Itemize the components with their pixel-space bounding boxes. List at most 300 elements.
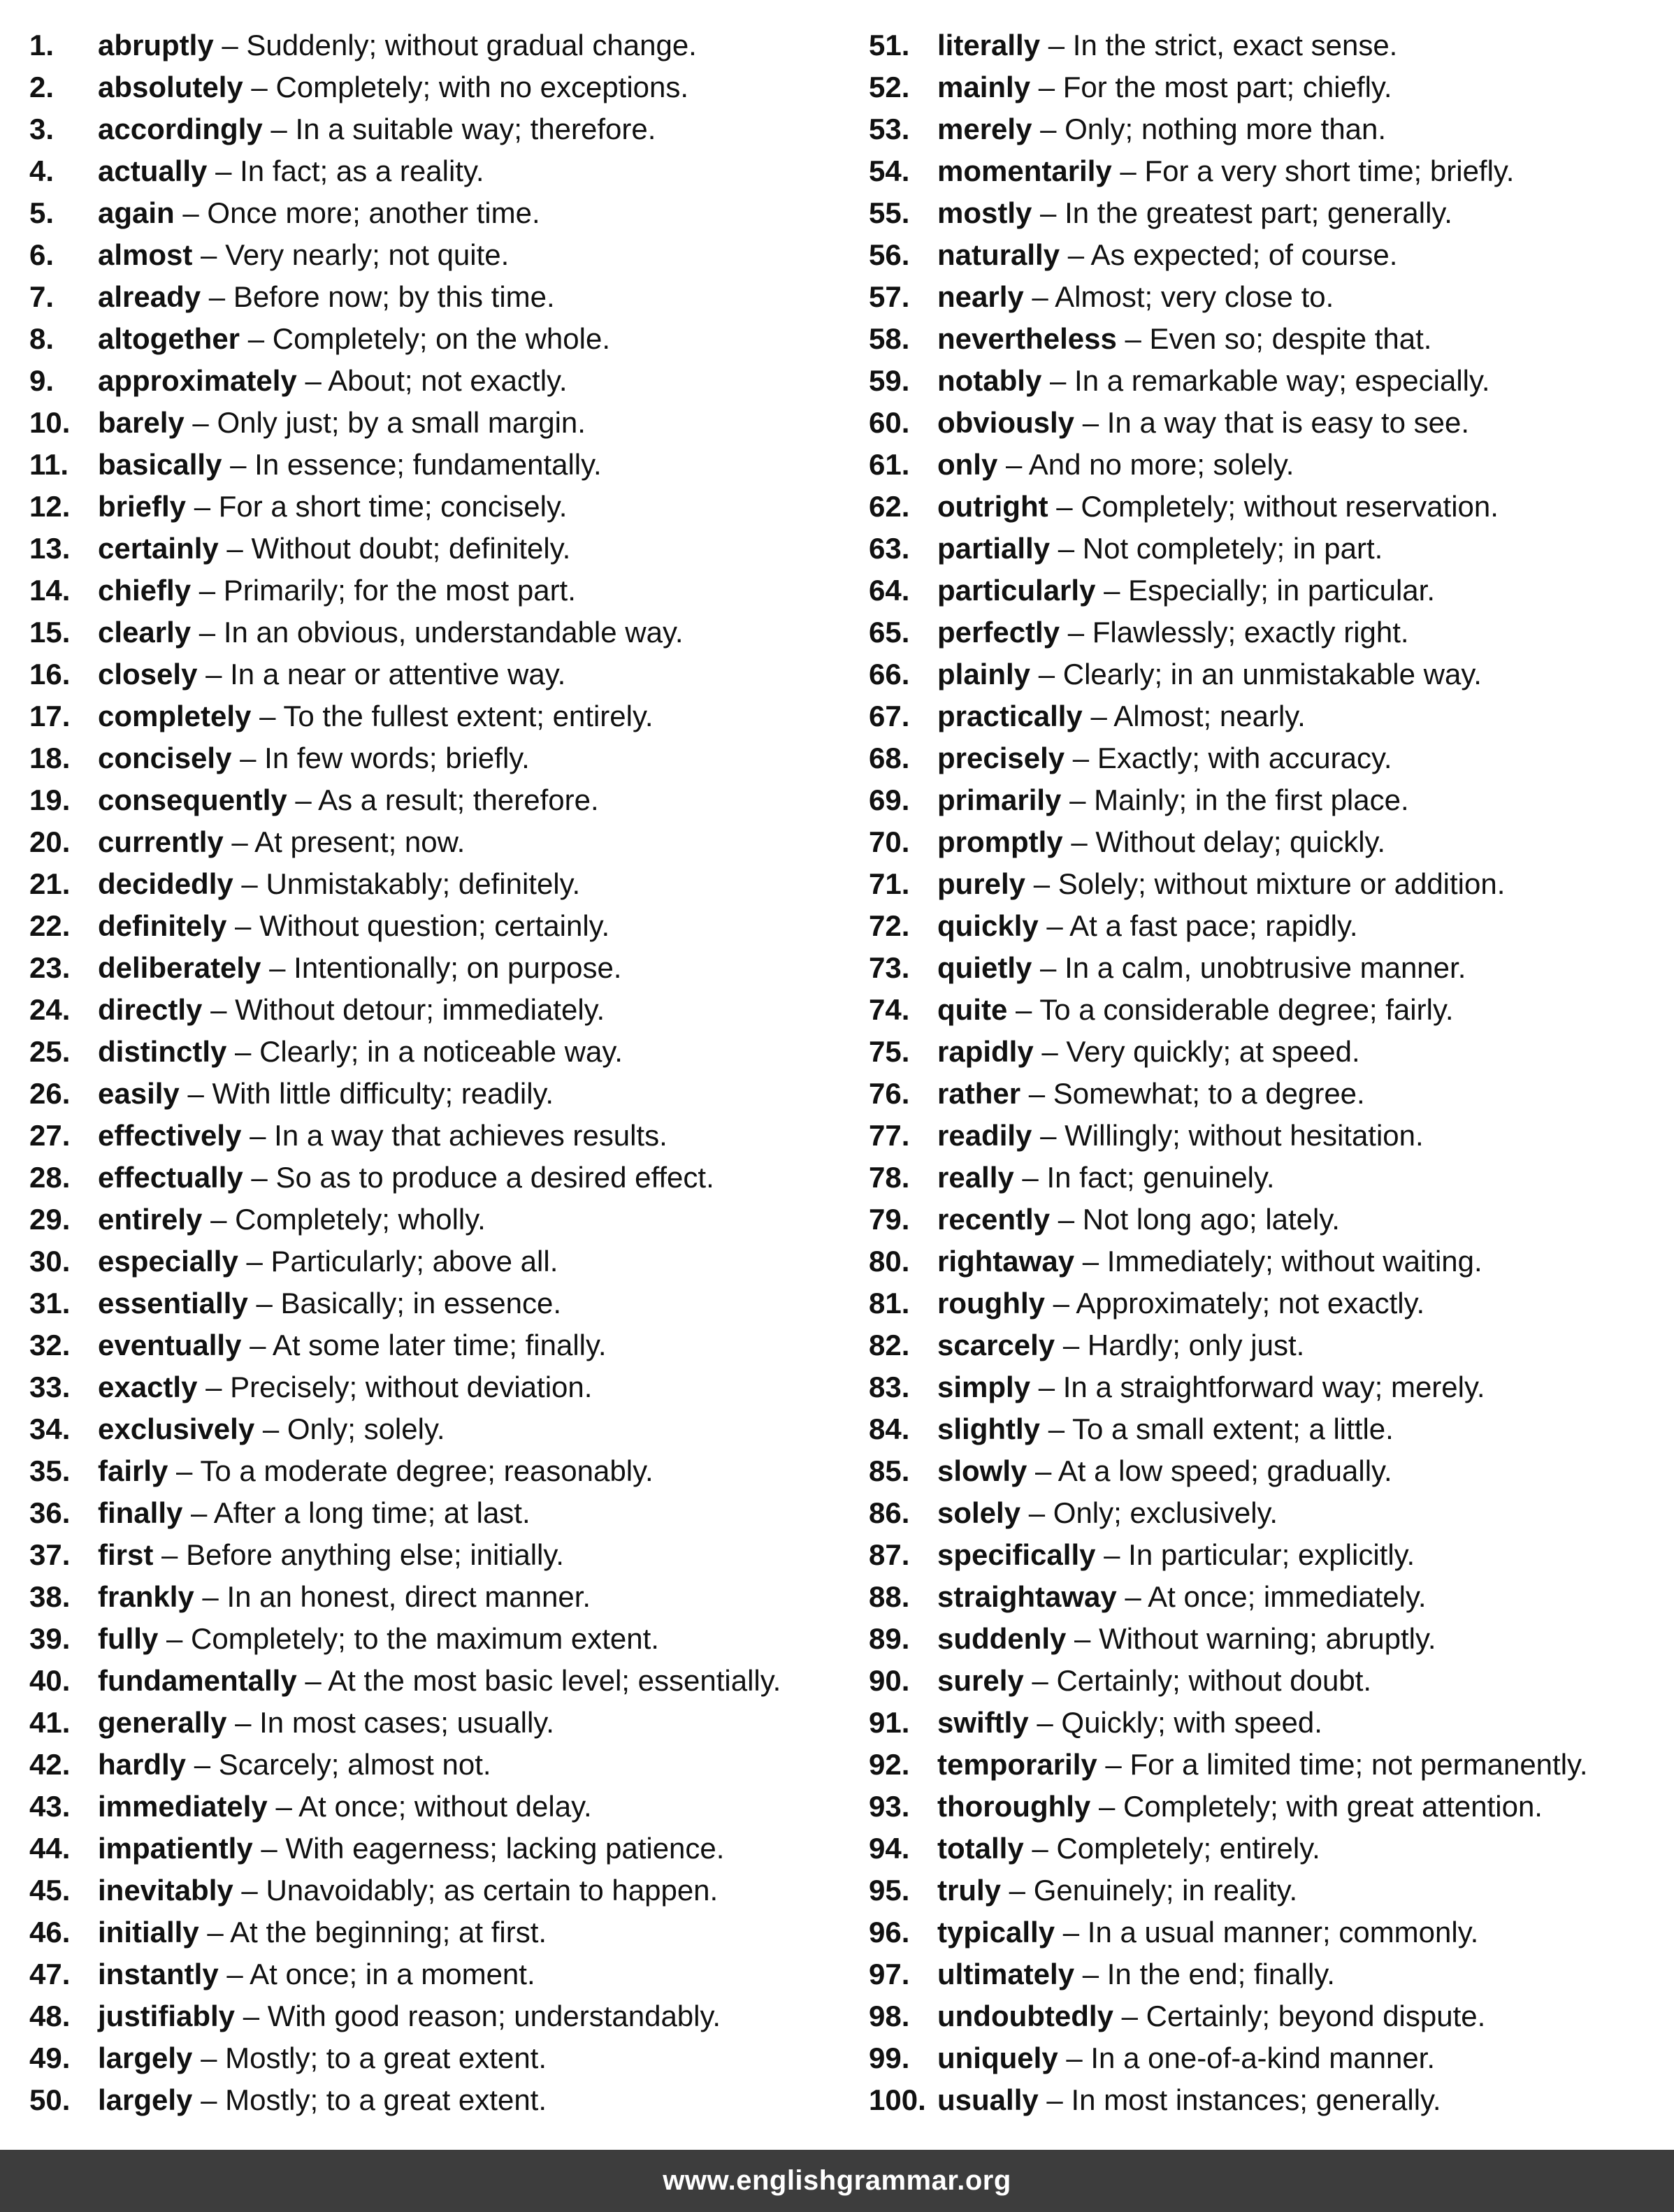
adverb-word: exclusively bbox=[98, 1412, 255, 1445]
list-item bbox=[869, 70, 1674, 112]
dash-separator: – bbox=[194, 1580, 227, 1613]
dash-separator: – bbox=[261, 951, 294, 984]
item-text bbox=[98, 1202, 486, 1237]
dash-separator: – bbox=[201, 280, 233, 313]
dash-separator: – bbox=[1045, 1287, 1076, 1320]
list-item bbox=[869, 1496, 1674, 1538]
dash-separator: – bbox=[296, 364, 329, 397]
item-number: 46. bbox=[29, 1916, 71, 1949]
dash-separator: – bbox=[1023, 1664, 1057, 1697]
adverb-definition: So as to produce a desired effect. bbox=[275, 1161, 714, 1194]
item-number: 97. bbox=[869, 1958, 910, 1990]
item-number: 47. bbox=[29, 1958, 71, 1990]
list-item bbox=[29, 1370, 861, 1412]
adverb-word: temporarily bbox=[937, 1748, 1097, 1781]
adverb-definition: To a moderate degree; reasonably. bbox=[200, 1454, 654, 1487]
adverb-definition: In the end; finally. bbox=[1106, 1958, 1335, 1990]
item-text bbox=[98, 783, 599, 818]
item-text bbox=[98, 1454, 654, 1489]
item-number: 75. bbox=[869, 1035, 910, 1068]
adverb-word: solely bbox=[937, 1496, 1021, 1529]
item-text bbox=[937, 1831, 1320, 1866]
item-text bbox=[98, 699, 654, 734]
item-text bbox=[937, 1370, 1485, 1405]
list-item bbox=[29, 741, 861, 783]
item-text bbox=[98, 1412, 445, 1447]
adverb-definition: Before anything else; initially. bbox=[186, 1538, 564, 1571]
adverb-word: rightaway bbox=[937, 1245, 1075, 1278]
item-number: 6. bbox=[29, 238, 55, 271]
adverb-word: obviously bbox=[937, 406, 1075, 439]
item-text bbox=[98, 1118, 668, 1153]
dash-separator: – bbox=[1095, 574, 1129, 607]
adverb-definition: In a way that is easy to see. bbox=[1106, 406, 1470, 439]
list-item bbox=[869, 28, 1674, 70]
adverb-definition: In few words; briefly. bbox=[264, 742, 530, 774]
item-number: 9. bbox=[29, 364, 55, 397]
item-number: 70. bbox=[869, 825, 910, 858]
list-item bbox=[29, 615, 861, 657]
adverb-definition: In particular; explicitly. bbox=[1128, 1538, 1415, 1571]
adverb-definition: In a calm, unobtrusive manner. bbox=[1065, 951, 1466, 984]
list-item bbox=[29, 363, 861, 405]
dash-separator: – bbox=[1027, 1454, 1058, 1487]
adverb-definition: To a considerable degree; fairly. bbox=[1039, 993, 1454, 1026]
adverb-word: definitely bbox=[98, 909, 227, 942]
adverb-word: specifically bbox=[937, 1538, 1096, 1571]
item-text bbox=[98, 1705, 554, 1740]
left-column bbox=[29, 28, 861, 2125]
item-text bbox=[98, 1747, 491, 1782]
adverb-word: easily bbox=[98, 1077, 180, 1110]
item-number: 52. bbox=[869, 71, 910, 103]
adverb-definition: Completely; to the maximum extent. bbox=[191, 1622, 659, 1655]
item-number: 17. bbox=[29, 700, 71, 732]
item-number: 29. bbox=[29, 1203, 71, 1236]
item-number: 36. bbox=[29, 1496, 71, 1529]
dash-separator: – bbox=[251, 700, 284, 732]
item-number: 61. bbox=[869, 448, 910, 481]
dash-separator: – bbox=[1030, 71, 1063, 103]
adverb-definition: With good reason; understandably. bbox=[267, 2000, 721, 2032]
list-item bbox=[869, 1244, 1674, 1286]
dash-separator: – bbox=[1033, 1035, 1067, 1068]
dash-separator: – bbox=[1041, 364, 1075, 397]
adverb-word: recently bbox=[937, 1203, 1051, 1236]
adverb-definition: Very nearly; not quite. bbox=[225, 238, 510, 271]
dash-separator: – bbox=[1058, 2041, 1091, 2074]
adverb-word: momentarily bbox=[937, 154, 1112, 187]
dash-separator: – bbox=[997, 448, 1029, 481]
adverb-word: quite bbox=[937, 993, 1008, 1026]
adverb-word: briefly bbox=[98, 490, 187, 523]
item-number: 42. bbox=[29, 1748, 71, 1781]
item-text bbox=[937, 1663, 1371, 1698]
adverb-word: rather bbox=[937, 1077, 1021, 1110]
item-text bbox=[937, 1538, 1415, 1573]
dash-separator: – bbox=[1032, 196, 1065, 229]
adverb-definition: Without doubt; definitely. bbox=[251, 532, 571, 565]
item-text bbox=[937, 70, 1392, 105]
dash-separator: – bbox=[247, 1287, 281, 1320]
list-item bbox=[869, 321, 1674, 363]
list-item bbox=[29, 531, 861, 573]
dash-separator: – bbox=[262, 113, 296, 145]
adverb-word: accordingly bbox=[98, 113, 263, 145]
item-text bbox=[937, 699, 1306, 734]
adverb-word: almost bbox=[98, 238, 193, 271]
item-number: 79. bbox=[869, 1203, 910, 1236]
adverb-word: altogether bbox=[98, 322, 240, 355]
adverb-word: merely bbox=[937, 113, 1032, 145]
dash-separator: – bbox=[192, 2041, 226, 2074]
item-text bbox=[937, 196, 1452, 231]
item-text bbox=[98, 70, 688, 105]
dash-separator: – bbox=[1055, 1329, 1088, 1361]
dash-separator: – bbox=[296, 1664, 329, 1697]
item-number: 20. bbox=[29, 825, 71, 858]
item-number: 72. bbox=[869, 909, 910, 942]
adverb-definition: At once; immediately. bbox=[1148, 1580, 1427, 1613]
list-item bbox=[29, 1873, 861, 1915]
list-item bbox=[869, 1286, 1674, 1328]
item-text bbox=[98, 992, 605, 1027]
adverb-definition: In a one-of-a-kind manner. bbox=[1090, 2041, 1436, 2074]
adverb-word: thoroughly bbox=[937, 1790, 1091, 1823]
item-number: 16. bbox=[29, 658, 71, 691]
list-item bbox=[29, 1747, 861, 1789]
adverb-word: partially bbox=[937, 532, 1051, 565]
item-number: 92. bbox=[869, 1748, 910, 1781]
item-number: 91. bbox=[869, 1706, 910, 1739]
item-text bbox=[937, 489, 1499, 524]
adverb-word: immediately bbox=[98, 1790, 268, 1823]
item-text bbox=[98, 1621, 659, 1656]
adverb-word: frankly bbox=[98, 1580, 194, 1613]
list-item bbox=[869, 1202, 1674, 1244]
item-text bbox=[98, 1034, 623, 1069]
adverb-word: only bbox=[937, 448, 998, 481]
item-number: 87. bbox=[869, 1538, 910, 1571]
item-number: 18. bbox=[29, 742, 71, 774]
item-text bbox=[937, 1999, 1485, 2034]
dash-separator: – bbox=[213, 29, 247, 62]
item-text bbox=[937, 867, 1505, 902]
adverb-definition: Primarily; for the most part. bbox=[223, 574, 576, 607]
item-text bbox=[937, 1244, 1482, 1279]
item-text bbox=[98, 489, 567, 524]
adverb-word: closely bbox=[98, 658, 198, 691]
item-text bbox=[98, 1244, 558, 1279]
item-number: 31. bbox=[29, 1287, 71, 1320]
list-item bbox=[29, 1915, 861, 1957]
list-item bbox=[29, 783, 861, 825]
item-number: 8. bbox=[29, 322, 55, 355]
item-number: 30. bbox=[29, 1245, 71, 1278]
item-text bbox=[98, 1831, 724, 1866]
adverb-definition: Before now; by this time. bbox=[233, 280, 555, 313]
item-number: 73. bbox=[869, 951, 910, 984]
item-text bbox=[937, 992, 1454, 1027]
item-text bbox=[937, 1118, 1424, 1153]
list-item bbox=[869, 2041, 1674, 2083]
item-number: 35. bbox=[29, 1454, 71, 1487]
item-text bbox=[98, 573, 576, 608]
dash-separator: – bbox=[1066, 1622, 1099, 1655]
dash-separator: – bbox=[1020, 1077, 1053, 1110]
list-item bbox=[869, 280, 1674, 321]
list-item bbox=[869, 867, 1674, 909]
item-text bbox=[98, 657, 565, 692]
item-number: 82. bbox=[869, 1329, 910, 1361]
list-item bbox=[29, 1034, 861, 1076]
item-number: 68. bbox=[869, 742, 910, 774]
adverb-word: suddenly bbox=[937, 1622, 1067, 1655]
list-item bbox=[869, 238, 1674, 280]
adverb-definition: Unavoidably; as certain to happen. bbox=[266, 1874, 719, 1907]
item-text bbox=[98, 405, 586, 440]
adverb-definition: For a short time; concisely. bbox=[218, 490, 568, 523]
adverb-definition: In essence; fundamentally. bbox=[254, 448, 602, 481]
item-number: 38. bbox=[29, 1580, 71, 1613]
item-number: 99. bbox=[869, 2041, 910, 2074]
adverb-word: mostly bbox=[937, 196, 1032, 229]
item-number: 25. bbox=[29, 1035, 71, 1068]
item-number: 76. bbox=[869, 1077, 910, 1110]
item-number: 7. bbox=[29, 280, 55, 313]
adverb-definition: At present; now. bbox=[254, 825, 466, 858]
list-item bbox=[869, 1831, 1674, 1873]
list-item bbox=[29, 909, 861, 950]
adverb-definition: Only; exclusively. bbox=[1053, 1496, 1278, 1529]
list-item bbox=[869, 909, 1674, 950]
adverb-word: first bbox=[98, 1538, 154, 1571]
dash-separator: – bbox=[1032, 951, 1065, 984]
item-text bbox=[98, 196, 540, 231]
dash-separator: – bbox=[1082, 700, 1114, 732]
item-number: 57. bbox=[869, 280, 910, 313]
list-item bbox=[29, 196, 861, 238]
adverb-word: practically bbox=[937, 700, 1083, 732]
adverb-word: largely bbox=[98, 2041, 193, 2074]
adverb-word: effectually bbox=[98, 1161, 243, 1194]
dash-separator: – bbox=[254, 1412, 287, 1445]
list-item bbox=[29, 1076, 861, 1118]
adverb-definition: In a way that achieves results. bbox=[274, 1119, 668, 1152]
adverb-word: absolutely bbox=[98, 71, 243, 103]
item-number: 80. bbox=[869, 1245, 910, 1278]
adverb-definition: At a fast pace; rapidly. bbox=[1069, 909, 1358, 942]
adverb-word: naturally bbox=[937, 238, 1060, 271]
adverb-definition: In most cases; usually. bbox=[259, 1706, 554, 1739]
dash-separator: – bbox=[1038, 909, 1070, 942]
item-number: 66. bbox=[869, 658, 910, 691]
dash-separator: – bbox=[1023, 1832, 1057, 1865]
dash-separator: – bbox=[168, 1454, 201, 1487]
adverb-word: plainly bbox=[937, 658, 1031, 691]
adverb-word: completely bbox=[98, 700, 252, 732]
item-number: 63. bbox=[869, 532, 910, 565]
adverb-definition: Once more; another time. bbox=[207, 196, 540, 229]
list-item bbox=[869, 1957, 1674, 1999]
list-item bbox=[869, 699, 1674, 741]
adverb-word: instantly bbox=[98, 1958, 219, 1990]
item-number: 64. bbox=[869, 574, 910, 607]
adverb-definition: Especially; in particular. bbox=[1128, 574, 1436, 607]
dash-separator: – bbox=[240, 322, 273, 355]
dash-separator: – bbox=[1097, 1748, 1130, 1781]
list-item bbox=[869, 1454, 1674, 1496]
list-item bbox=[869, 1160, 1674, 1202]
adverb-word: nevertheless bbox=[937, 322, 1117, 355]
dash-separator: – bbox=[1074, 1245, 1107, 1278]
item-text bbox=[937, 2041, 1435, 2076]
adverb-definition: Completely; wholly. bbox=[235, 1203, 486, 1236]
adverb-word: generally bbox=[98, 1706, 227, 1739]
item-number: 33. bbox=[29, 1371, 71, 1403]
dash-separator: – bbox=[186, 1748, 219, 1781]
dash-separator: – bbox=[226, 1706, 260, 1739]
adverb-definition: In a near or attentive way. bbox=[230, 658, 566, 691]
adverb-word: particularly bbox=[937, 574, 1096, 607]
item-number: 13. bbox=[29, 532, 71, 565]
item-text bbox=[937, 1202, 1340, 1237]
dash-separator: – bbox=[192, 2083, 226, 2116]
adverb-definition: Completely; without reservation. bbox=[1081, 490, 1499, 523]
dash-separator: – bbox=[1032, 1119, 1065, 1152]
item-text bbox=[937, 1915, 1478, 1950]
item-text bbox=[98, 238, 509, 273]
item-text bbox=[937, 1160, 1275, 1195]
dash-separator: – bbox=[1048, 490, 1081, 523]
dash-separator: – bbox=[202, 1203, 236, 1236]
item-number: 44. bbox=[29, 1832, 71, 1865]
list-item bbox=[29, 1538, 861, 1580]
list-item bbox=[29, 405, 861, 447]
list-item bbox=[869, 112, 1674, 154]
adverb-word: slightly bbox=[937, 1412, 1041, 1445]
list-item bbox=[29, 699, 861, 741]
item-number: 78. bbox=[869, 1161, 910, 1194]
adverb-definition: Suddenly; without gradual change. bbox=[246, 29, 697, 62]
adverb-word: again bbox=[98, 196, 175, 229]
adverb-definition: With eagerness; lacking patience. bbox=[285, 1832, 725, 1865]
list-item bbox=[29, 657, 861, 699]
adverb-word: rapidly bbox=[937, 1035, 1034, 1068]
item-text bbox=[937, 1328, 1304, 1363]
dash-separator: – bbox=[1061, 783, 1095, 816]
dash-separator: – bbox=[1032, 113, 1065, 145]
list-item bbox=[29, 1705, 861, 1747]
item-text bbox=[937, 1412, 1394, 1447]
item-text bbox=[98, 1538, 564, 1573]
list-item bbox=[869, 741, 1674, 783]
item-text bbox=[937, 1286, 1424, 1321]
adverb-definition: In the strict, exact sense. bbox=[1072, 29, 1398, 62]
dash-separator: – bbox=[243, 1161, 276, 1194]
item-text bbox=[937, 909, 1358, 944]
adverb-definition: At the beginning; at first. bbox=[230, 1916, 547, 1949]
adverb-word: finally bbox=[98, 1496, 183, 1529]
adverb-definition: With little difficulty; readily. bbox=[212, 1077, 554, 1110]
item-number: 15. bbox=[29, 616, 71, 649]
adverb-definition: Precisely; without deviation. bbox=[230, 1371, 593, 1403]
adverb-word: truly bbox=[937, 1874, 1002, 1907]
adverb-definition: Exactly; with accuracy. bbox=[1097, 742, 1392, 774]
list-item bbox=[29, 280, 861, 321]
item-text bbox=[98, 1370, 592, 1405]
list-item bbox=[869, 783, 1674, 825]
dash-separator: – bbox=[1050, 532, 1083, 565]
adverb-definition: Only just; by a small margin. bbox=[217, 406, 586, 439]
dash-separator: – bbox=[1060, 238, 1091, 271]
list-item bbox=[869, 657, 1674, 699]
adverb-definition: For a limited time; not permanently. bbox=[1130, 1748, 1588, 1781]
dash-separator: – bbox=[1060, 616, 1092, 649]
item-text bbox=[937, 28, 1397, 63]
dash-separator: – bbox=[197, 658, 231, 691]
adverb-word: essentially bbox=[98, 1287, 248, 1320]
footer-url[interactable]: www.englishgrammar.org bbox=[663, 2165, 1011, 2196]
item-number: 48. bbox=[29, 2000, 71, 2032]
adverb-word: distinctly bbox=[98, 1035, 227, 1068]
dash-separator: – bbox=[207, 154, 240, 187]
adverb-word: roughly bbox=[937, 1287, 1045, 1320]
dash-separator: – bbox=[1074, 406, 1107, 439]
dash-separator: – bbox=[1023, 280, 1055, 313]
item-text bbox=[937, 1076, 1365, 1111]
adverb-word: initially bbox=[98, 1916, 199, 1949]
dash-separator: – bbox=[1050, 1203, 1083, 1236]
adverb-definition: At once; in a moment. bbox=[250, 1958, 535, 1990]
item-number: 65. bbox=[869, 616, 910, 649]
adverb-definition: Without delay; quickly. bbox=[1095, 825, 1386, 858]
dash-separator: – bbox=[1007, 993, 1040, 1026]
adverb-word: mainly bbox=[937, 71, 1031, 103]
adverb-definition: Almost; nearly. bbox=[1113, 700, 1306, 732]
adverb-definition: For the most part; chiefly. bbox=[1062, 71, 1392, 103]
adverb-definition: Without detour; immediately. bbox=[235, 993, 605, 1026]
dash-separator: – bbox=[267, 1790, 299, 1823]
adverb-definition: To a small extent; a little. bbox=[1071, 1412, 1394, 1445]
adverb-definition: To the fullest extent; entirely. bbox=[283, 700, 654, 732]
list-item bbox=[29, 1999, 861, 2041]
list-item bbox=[29, 2041, 861, 2083]
item-text bbox=[98, 1789, 592, 1824]
dash-separator: – bbox=[191, 574, 224, 607]
item-number: 34. bbox=[29, 1412, 71, 1445]
list-item bbox=[869, 196, 1674, 238]
adverb-word: undoubtedly bbox=[937, 2000, 1113, 2032]
item-text bbox=[98, 909, 609, 944]
dash-separator: – bbox=[1116, 1580, 1148, 1613]
list-item bbox=[869, 447, 1674, 489]
item-text bbox=[98, 1160, 714, 1195]
dash-separator: – bbox=[1020, 1496, 1053, 1529]
item-number: 40. bbox=[29, 1664, 71, 1697]
adverb-definition: Completely; on the whole. bbox=[272, 322, 611, 355]
item-number: 23. bbox=[29, 951, 71, 984]
adverb-definition: Willingly; without hesitation. bbox=[1065, 1119, 1424, 1152]
list-item bbox=[869, 1747, 1674, 1789]
list-item bbox=[29, 1831, 861, 1873]
list-item bbox=[869, 1873, 1674, 1915]
list-item bbox=[869, 615, 1674, 657]
dash-separator: – bbox=[1030, 1371, 1063, 1403]
item-text bbox=[937, 238, 1397, 273]
item-number: 89. bbox=[869, 1622, 910, 1655]
item-text bbox=[937, 573, 1435, 608]
